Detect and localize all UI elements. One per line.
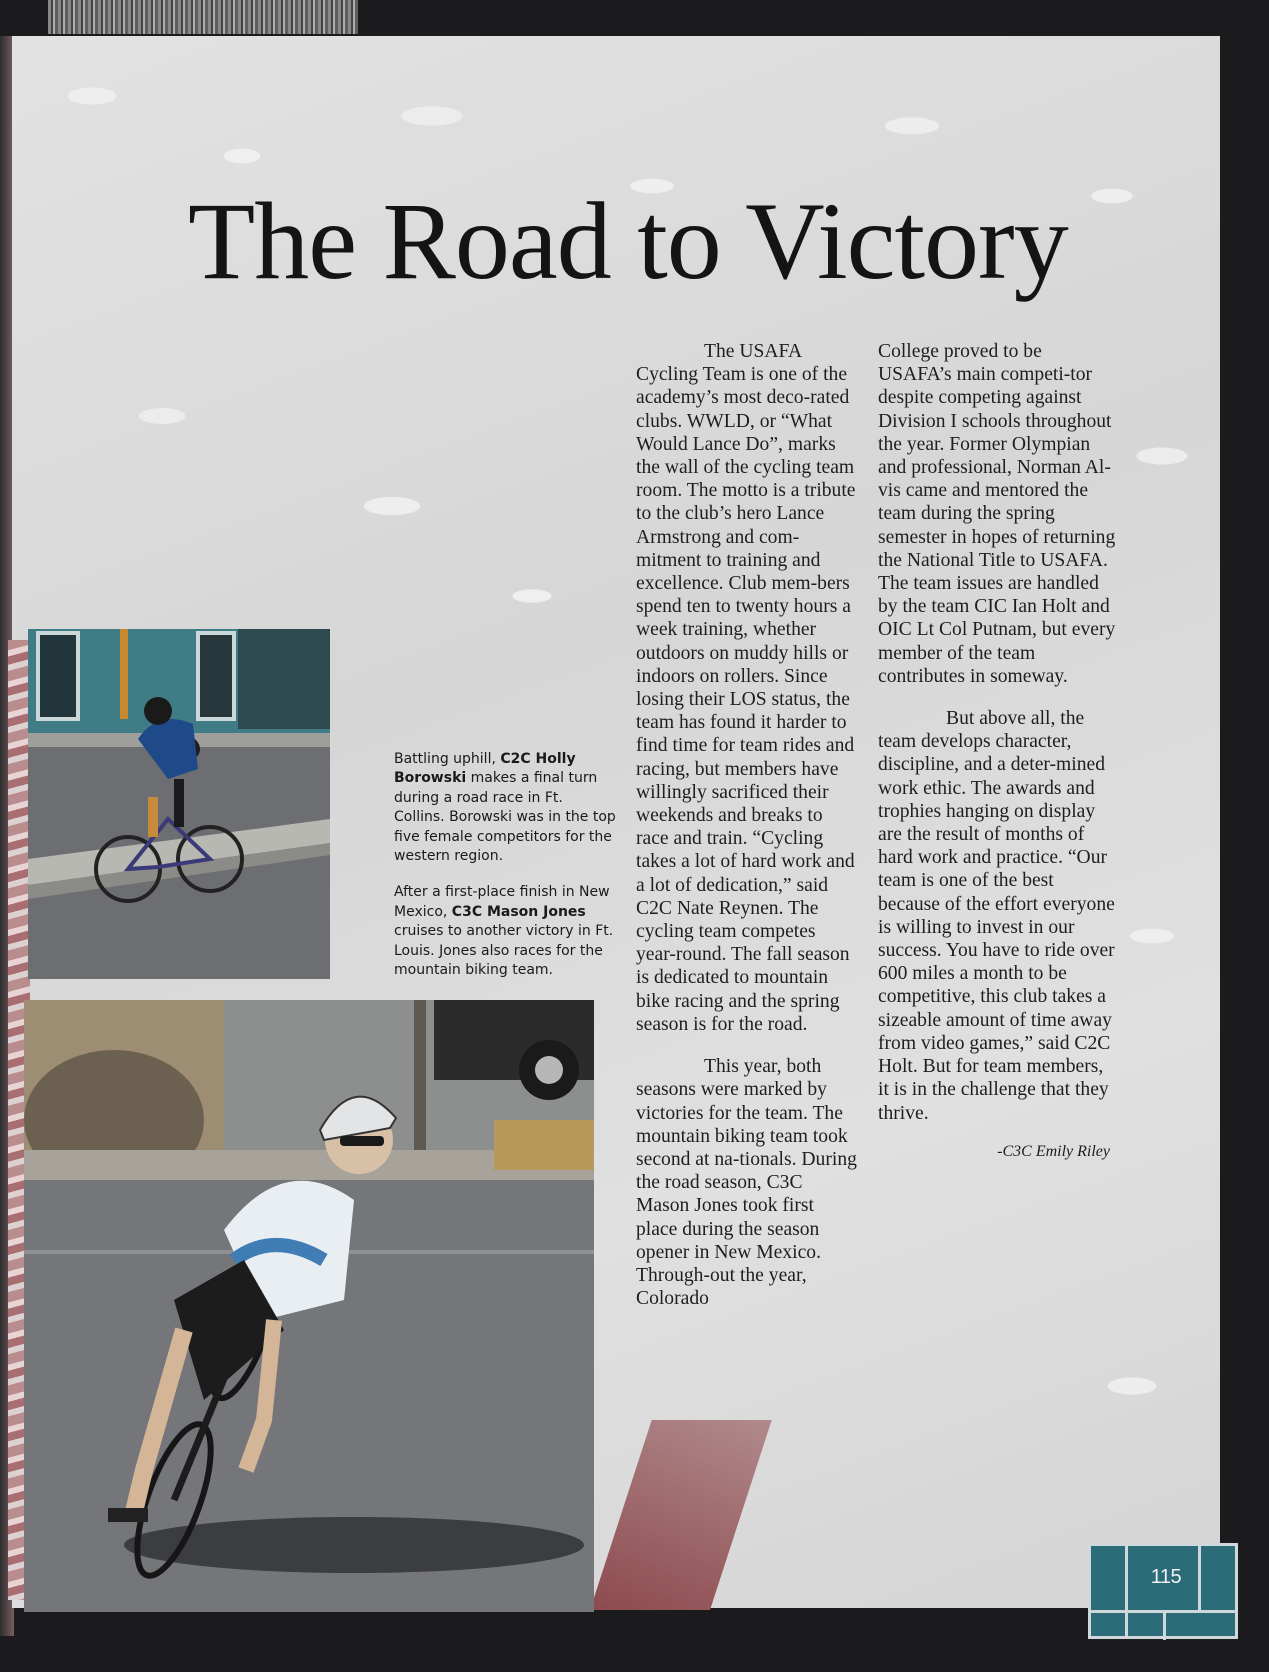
article-paragraph: The USAFA Cycling Team is one of the academy’s most deco-rated clubs. WWLD, or “What Would Lance Do”, marks the wall of the cycling team room. The motto is a tribute to the club’s hero Lance Armstrong and com-mitment to training and excellence. Club mem-bers spend ten to twenty hours a week training, whether outdoors on muddy hills or indoors on rollers. Since losing their LOS status, the team has found it harder to find time for team rides and racing, but members have willingly sacrificed their weekends and breaks to race and train. “Cycling takes a lot of hard work and a lot of dedication,” said C2C Nate Reynen. The cycling team competes year-round. The fall season is dedicated to mountain bike racing and the spring season is for the road. bbox=[636, 341, 856, 1035]
caption-mason-jones bbox=[394, 883, 616, 980]
article-column-2 bbox=[878, 340, 1118, 1163]
caption-text: cruises to another victory in Ft. Louis. Jones also races for the mountain biking team. bbox=[394, 923, 614, 979]
box-divider bbox=[1163, 1610, 1166, 1640]
caption-text: After a first-place finish in New Mexico, bbox=[394, 884, 610, 920]
photo-captions bbox=[394, 750, 616, 997]
photo-mason-jones bbox=[24, 1000, 594, 1612]
page-number: 115 bbox=[1150, 1566, 1182, 1588]
caption-text: makes a final turn during a road race in Ft. Collins. Borowski was in the top five female competitors for the western region. bbox=[394, 770, 616, 865]
article-paragraph: But above all, the team develops character, discipline, and a deter-mined work ethic. The awards and trophies hanging on display are the result of months of hard work and practice. “Our team is one of the best because of the effort everyone is willing to invest in our success. You have to ride over 600 miles a month to be competitive, this club takes a sizeable amount of time away from video games,” said C2C Holt. But for team members, it is in the challenge that they thrive. bbox=[878, 708, 1115, 1124]
scan-artifact bbox=[48, 0, 358, 34]
article-column-1 bbox=[636, 340, 860, 1329]
photo-holly-borowski bbox=[28, 629, 330, 979]
article-byline: -C3C Emily Riley bbox=[997, 1142, 1110, 1160]
caption-holly-borowski bbox=[394, 750, 616, 866]
article-paragraph: College proved to be USAFA’s main competi-tor despite competing against Division I schools throughout the year. Former Olympian and professional, Norman Al-vis came and mentored the team during the spring semester in hopes of returning the National Title to USAFA. The team issues are handled by the team CIC Ian Holt and OIC Lt Col Putnam, but every member of the team contributes in someway. bbox=[878, 341, 1116, 687]
page-title: The Road to Victory bbox=[188, 180, 1068, 302]
caption-name: C2C Holly Borowski bbox=[394, 751, 576, 787]
caption-name: C3C Mason Jones bbox=[451, 903, 586, 920]
article-paragraph: This year, both seasons were marked by victories for the team. The mountain biking team took second at na-tionals. During the road season, C3C Mason Jones took first place during the season opener in New Mexico. Through-out the year, Colorado bbox=[636, 1056, 857, 1310]
page-number-box bbox=[1088, 1543, 1238, 1639]
caption-text: Battling uphill, bbox=[394, 751, 501, 767]
box-divider bbox=[1125, 1546, 1128, 1636]
